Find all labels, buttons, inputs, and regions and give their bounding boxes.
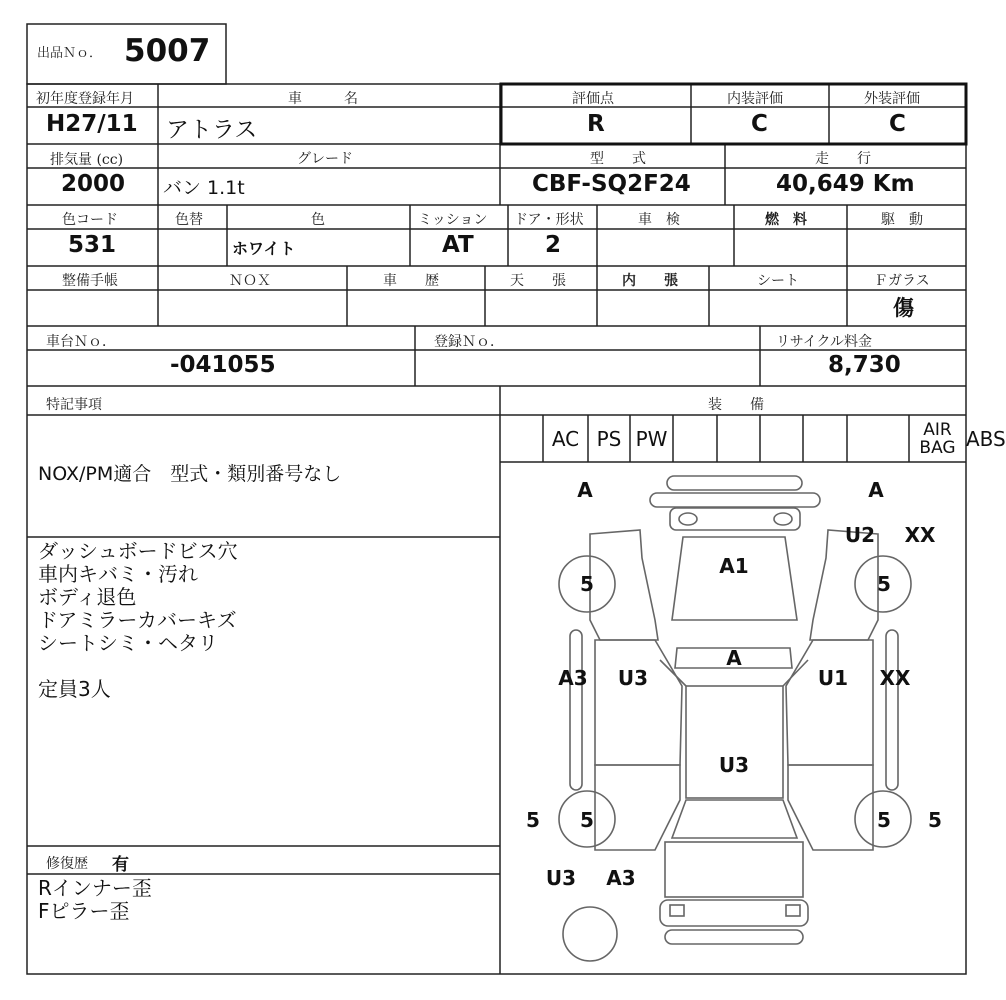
car-history-label: 車 歴: [383, 273, 439, 289]
nox-label: ＮＯＸ: [229, 273, 271, 289]
exterior-score-value: C: [889, 111, 906, 137]
score-label: 評価点: [572, 91, 614, 107]
interior-trim-label: 内 張: [622, 273, 678, 289]
mark-right-xx: XX: [879, 666, 911, 690]
mark-rear-out-right: 5: [928, 808, 942, 832]
mark-left-a3: A3: [558, 666, 588, 690]
equipment-label: 装 備: [708, 397, 764, 413]
mark-rear-u3: U3: [545, 866, 577, 890]
listing-no-label: 出品Ｎｏ．: [37, 46, 103, 61]
mark-rear-out-left: 5: [526, 808, 540, 832]
repair-history-label: 修復歴: [46, 856, 88, 872]
mission-value: AT: [442, 232, 474, 258]
mark-tire-fl: 5: [580, 572, 594, 596]
inspection-label: 車 検: [638, 212, 680, 228]
grade-label: グレード: [297, 151, 353, 167]
equipment-item: AIR BAG: [919, 419, 956, 458]
equipment-item: [847, 415, 909, 462]
displacement-value: 2000: [61, 171, 126, 197]
recolor-label: 色替: [175, 212, 203, 228]
color-label: 色: [311, 212, 325, 228]
exterior-score-label: 外装評価: [864, 91, 920, 107]
interior-score-label: 内装評価: [727, 91, 783, 107]
equipment-item: ABS: [966, 426, 1006, 451]
mark-roof-a: A: [726, 646, 742, 670]
mark-xx-top: XX: [904, 523, 936, 547]
mark-right-u1: U1: [817, 666, 849, 690]
color-value: ホワイト: [232, 239, 296, 258]
listing-no-value: 5007: [124, 33, 211, 69]
equipment-item: [760, 415, 803, 462]
mark-tire-rl: 5: [580, 808, 594, 832]
mark-front-right: A: [868, 478, 884, 502]
interior-score-value: C: [751, 111, 768, 137]
mileage-value: 40,649 Km: [776, 171, 915, 197]
equipment-item: AC: [551, 426, 580, 451]
mark-tire-fr: 5: [877, 572, 891, 596]
chassis-no-label: 車台Ｎｏ．: [46, 334, 116, 350]
door-label: ドア・形状: [514, 212, 584, 228]
maintenance-book-label: 整備手帳: [62, 273, 118, 289]
equipment-item: [500, 415, 543, 462]
mileage-label: 走 行: [815, 151, 871, 167]
model-label: 型 式: [590, 151, 646, 167]
notes-label: 特記事項: [46, 397, 102, 413]
recycle-fee-label: リサイクル料金: [776, 334, 873, 350]
mark-windshield-a1: A1: [719, 554, 749, 578]
notes-line-1: NOX/PM適合 型式・類別番号なし: [38, 463, 342, 485]
displacement-label: 排気量 (cc): [50, 152, 124, 168]
color-code-value: 531: [68, 232, 117, 258]
car-name-label: 車 名: [288, 91, 358, 107]
front-glass-label: Ｆガラス: [874, 273, 930, 289]
equipment-item: [717, 415, 760, 462]
repair-history-value: 有: [112, 855, 129, 875]
recycle-fee-value: 8,730: [828, 352, 901, 378]
score-value: R: [587, 111, 605, 137]
drive-label: 駆 動: [881, 212, 923, 228]
ceiling-label: 天 張: [510, 273, 566, 289]
mission-label: ミッション: [418, 212, 488, 228]
front-glass-value: 傷: [893, 295, 914, 320]
reg-date-value: H27/11: [46, 111, 138, 137]
color-code-label: 色コード: [62, 212, 118, 228]
equipment-item: PW: [635, 426, 668, 451]
model-value: CBF-SQ2F24: [532, 171, 691, 197]
mark-tire-rr: 5: [877, 808, 891, 832]
equipment-item: PS: [596, 426, 622, 451]
mark-bed-u3: U3: [718, 753, 750, 777]
door-value: 2: [545, 232, 562, 258]
mark-front-left: A: [577, 478, 593, 502]
mark-left-u3: U3: [617, 666, 649, 690]
seat-label: シート: [757, 273, 799, 289]
mark-rear-a3: A3: [606, 866, 636, 890]
repair-details: Rインナー歪 Fピラー歪: [38, 876, 152, 923]
fuel-label: 燃 料: [765, 212, 807, 228]
notes-block-2: ダッシュボードビス穴 車内キバミ・汚れ ボディ退色 ドアミラーカバーキズ シートシミ・ヘタリ 定員3人: [38, 539, 238, 701]
registration-no-label: 登録Ｎｏ．: [434, 334, 504, 350]
mark-u2: U2: [844, 523, 876, 547]
equipment-item: [803, 415, 847, 462]
car-name-value: アトラス: [166, 117, 258, 143]
equipment-item: [673, 415, 717, 462]
car-damage-diagram: [500, 462, 966, 974]
reg-date-label: 初年度登録年月: [36, 91, 134, 107]
grade-value: バン 1.1t: [163, 177, 245, 199]
chassis-no-value: -041055: [170, 352, 276, 378]
